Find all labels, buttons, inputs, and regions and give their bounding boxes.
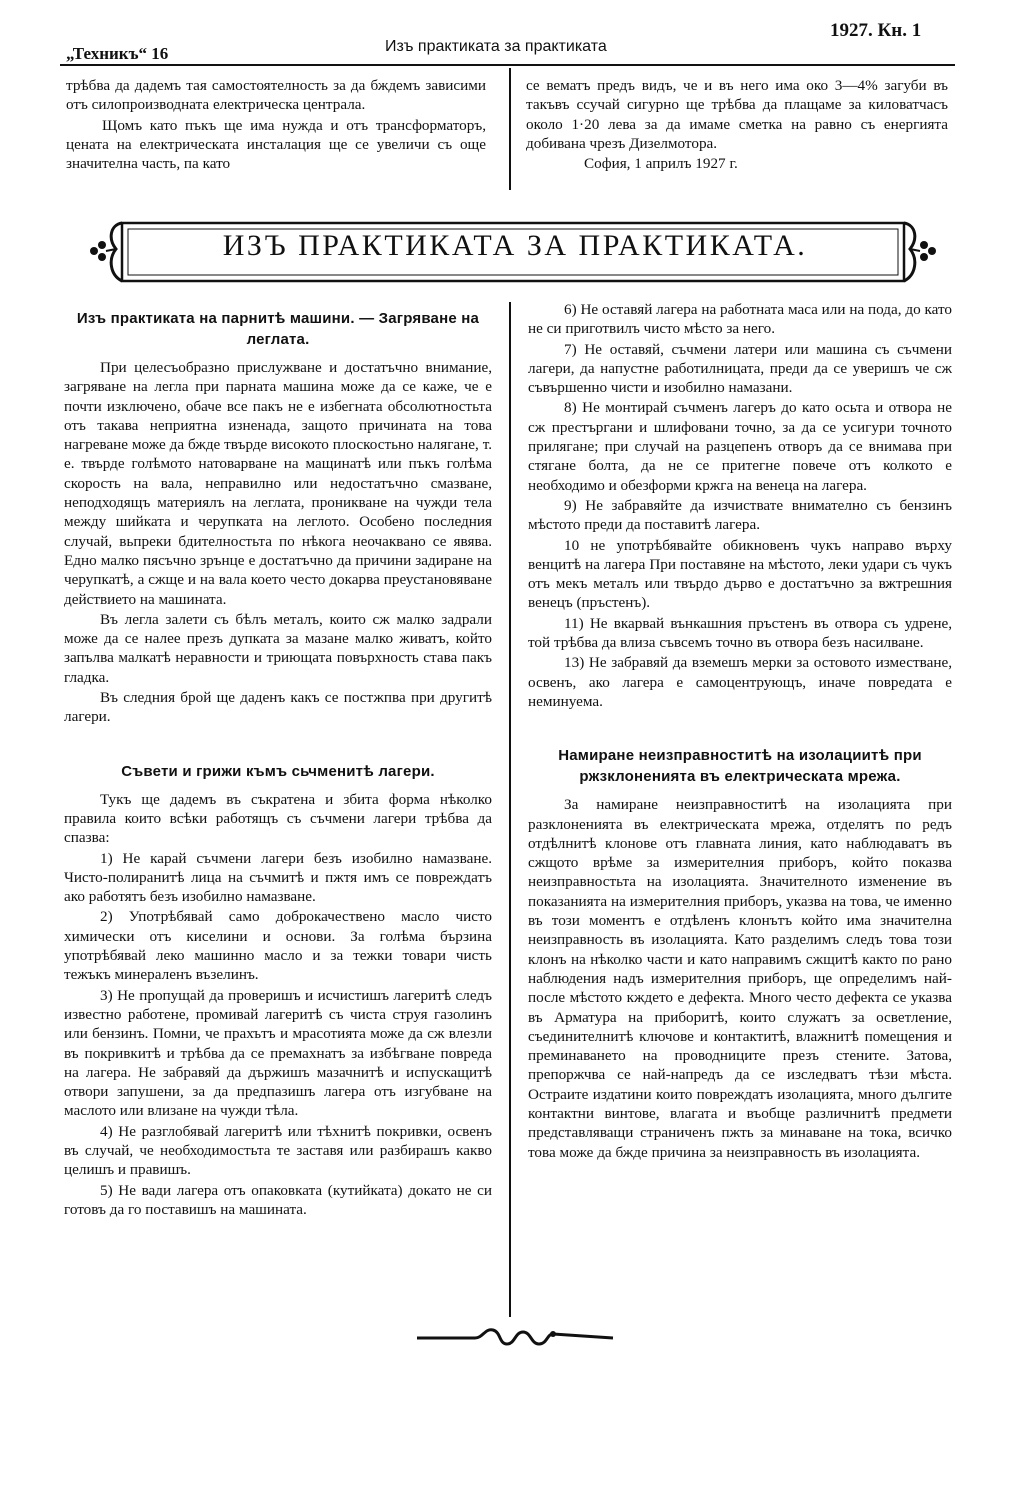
rule-item: 5) Не вади лагера отъ опаковката (кутийката) докато не си готовъ да го поставишъ на машината.: [64, 1181, 492, 1218]
body-paragraph: Тукъ ще дадемъ въ съкратена и збита форма нѣколко правила които всѣки работящъ съ съчмени лагери трѣбва да спазва:: [64, 790, 492, 847]
column-divider-top: [509, 68, 511, 190]
end-ornament-icon: [415, 1322, 615, 1352]
rule-item: 6) Не оставяй лагера на работната маса или на пода, до като не си приготвилъ чисто мѣсто за него.: [528, 301, 952, 338]
rule-item: 2) Употрѣбявай само доброкачествено масло чисто химически отъ киселини и основи. За голѣма бързина употрѣбявай леко машинно масло и за тежки товари чисть тежъкъ минераленъ възелинъ.: [64, 908, 492, 984]
rule-item: 10 не употрѣбявайте обикновенъ чукъ направо върху венцитѣ на лагера При поставяне на мѣстото, леки удари съ чукъ отъ мекъ металъ или твърдо дърво е достатъчно за вжтрешния венецъ (пръстенъ).: [528, 536, 952, 612]
running-header-issue: 1927. Кн. 1: [830, 20, 922, 41]
left-column: [64, 308, 492, 1219]
rule-item: 13) Не забравяй да вземешъ мерки за остовото изместване, освенъ, ако лагера е самоцентрующъ, иначе повредата е неминуема.: [528, 654, 952, 710]
continued-paragraph: трѣбва да дадемъ тая самостоятелность за да бждемъ зависими отъ силопроизводната електрическа централа.: [66, 77, 486, 114]
running-header-left: „Техникъ“ 16: [66, 44, 169, 63]
header-rule: [60, 64, 955, 66]
top-right-column: [526, 76, 948, 173]
top-left-column: [66, 76, 486, 173]
body-paragraph: За намиране неизправноститѣ на изолацията при разклоненията въ електрическата мрежа, отделятъ по редъ отдѣлнитѣ клонове отъ главната линия, като наблюдаватъ въ сжщото врѣме за измерителния приборъ, който показва неизправностьта на изолацията. Значителното изменение въ показанията на измерителния приборъ, указва на това, че именно въ този моментъ е отдѣленъ клонътъ който има значителна неизправность въ изолацията. Като разделимъ следъ това този клонъ на нѣколко части и като направимъ сжщитѣ както по рано наблюдения надъ измерителния приборъ, ще определимъ най-после мѣстото кждето е дефекта. Много често дефекта се указва въ Арматура на приборитѣ, които служатъ за осветление, съединителнитѣ ключове и контактитѣ, влажнитѣ помещения и преминаването на проводниците презъ стените. Затова, препоржчва се най-напредъ да се изследватъ тѣзи мѣста. Остраите издатини които повреждатъ изолацията, много дългите контактни винтове, влагата и въобще различнитѣ предмети представляващи страниченъ пжть за минаване на тока, всичко това може да бжде причина за неизправность въ изолацията.: [528, 796, 952, 1161]
rule-item: 1) Не карай съчмени лагери безъ изобилно намазване. Чисто-полиранитѣ лица на съчмитѣ и пжтя имъ се повреждатъ ако работятъ безъ изобилно намазване.: [64, 849, 492, 906]
article-title-ball-bearings: Съвети и грижи къмъ сьчменитѣ лагери.: [121, 762, 435, 780]
article-title-steam-engines: Изъ практиката на парнитѣ машини. — Загряване на леглата.: [76, 310, 480, 348]
dateline: София, 1 априлъ 1927 г.: [584, 155, 738, 173]
article-title-insulation-faults: Намиране неизправноститѣ на изолациитѣ при ржзклоненията въ електрическата мрежа.: [558, 747, 922, 786]
body-paragraph: Въ следния брой ще даденъ какъ се постжпва при другитѣ лагери.: [64, 689, 492, 726]
rule-item: 9) Не забравяйте да изчиствате внимателно съ бензинъ мѣстото преди да поставитѣ лагера.: [528, 496, 952, 534]
body-paragraph: Щомъ като пъкъ ще има нужда и отъ трансформаторъ, цената на електрическата инсталация ще се увеличи съ още значителна часть, па като: [66, 116, 486, 173]
rule-item: 11) Не вкарвай вънкашния пръстенъ въ отвора съ удрене, той трѣбва да влиза съвсемъ точно въ отвора безъ насилване.: [528, 614, 952, 652]
body-paragraph: При целесъобразно прислужване и достатъчно внимание, загряване на легла при парната машина може да се каже, че е почти изключено, обаче все пакъ не е избегната обсолютностьта отъ такава неприятна изненада, защото причината на това нагреване може да бжде твърде високото плоскостьно налягане, т. е. твърде голѣмото натоварване на мащинатѣ или пъкъ голѣма скорость на вала, неправилно или недостатъчно смазване, неподходящъ материялъ на леглата, проникване на чужди тела между шийката и черупката на леглото. Особено последния случай, вьпреки бдителностьта по нѣкога неочаквано се явява. Едно малко пясъчно зрънце е достатъчно да причини задиране на черупкатѣ, а сжще и на вала което често докарва преустановяване действието на машината.: [64, 359, 492, 608]
column-divider: [509, 302, 511, 1317]
rule-item: 7) Не оставяй, съчмени латери или машина съ съчмени лагери, да напустне работилницата, преди да се уверишъ че сж съвършенно чисти и изобилно намазани.: [528, 340, 952, 397]
body-paragraph: Въ легла залети съ бѣлъ металъ, които сж малко задрали може да се налее презъ дупката за мазане малко живатъ, който запълва малкатѣ неравности и триющата повърхность става пакъ гладка.: [64, 610, 492, 686]
rule-item: 4) Не разглобявай лагеритѣ или тѣхнитѣ покривки, освенъ въ случай, че необходимостьта те заставя или разбирашъ какво целишъ и правишъ.: [64, 1122, 492, 1179]
rule-item: 8) Не монтирай съчменъ лагеръ до като осьта и отвора не сж престъргани и шлифовани точно, за да се усигури точното прилягане; при случай на разцепенъ отворъ да се внимава при стягане болта, да не се притегне повече отъ колкото е необходимо и обезформи кржга на венеца на лагера.: [528, 399, 952, 494]
rule-item: 3) Не пропущай да проверишъ и исчистишъ лагеритѣ следъ известно работене, промивай лагеритѣ съ чиста струя газолинъ или бензинъ. Помни, че прахътъ и мрасотията може да сж влезли въ покривкитѣ и трѣбва да се премахнатъ за избѣгване повреда на лагера. Не забравяй да държишъ мазачнитѣ и испускащитѣ отвори запушени, за да предпазишъ лагера отъ изгубване на маслото или влизане на чужди тѣла.: [64, 986, 492, 1120]
right-column: [528, 300, 952, 1162]
section-title: ИЗЪ ПРАКТИКАТА ЗА ПРАКТИКАТА.: [222, 229, 808, 262]
body-paragraph: се вематъ предъ видъ, че и въ него има око 3—4% загуби въ такъвъ ссучай сигурно ще трѣбва да плащаме за киловатчасъ около 1·20 лева за да имаме сметка на равно съ енергията добивана чрезъ Дизелмотора.: [526, 77, 948, 152]
running-header-section: Изъ практиката за практиката: [385, 38, 607, 55]
